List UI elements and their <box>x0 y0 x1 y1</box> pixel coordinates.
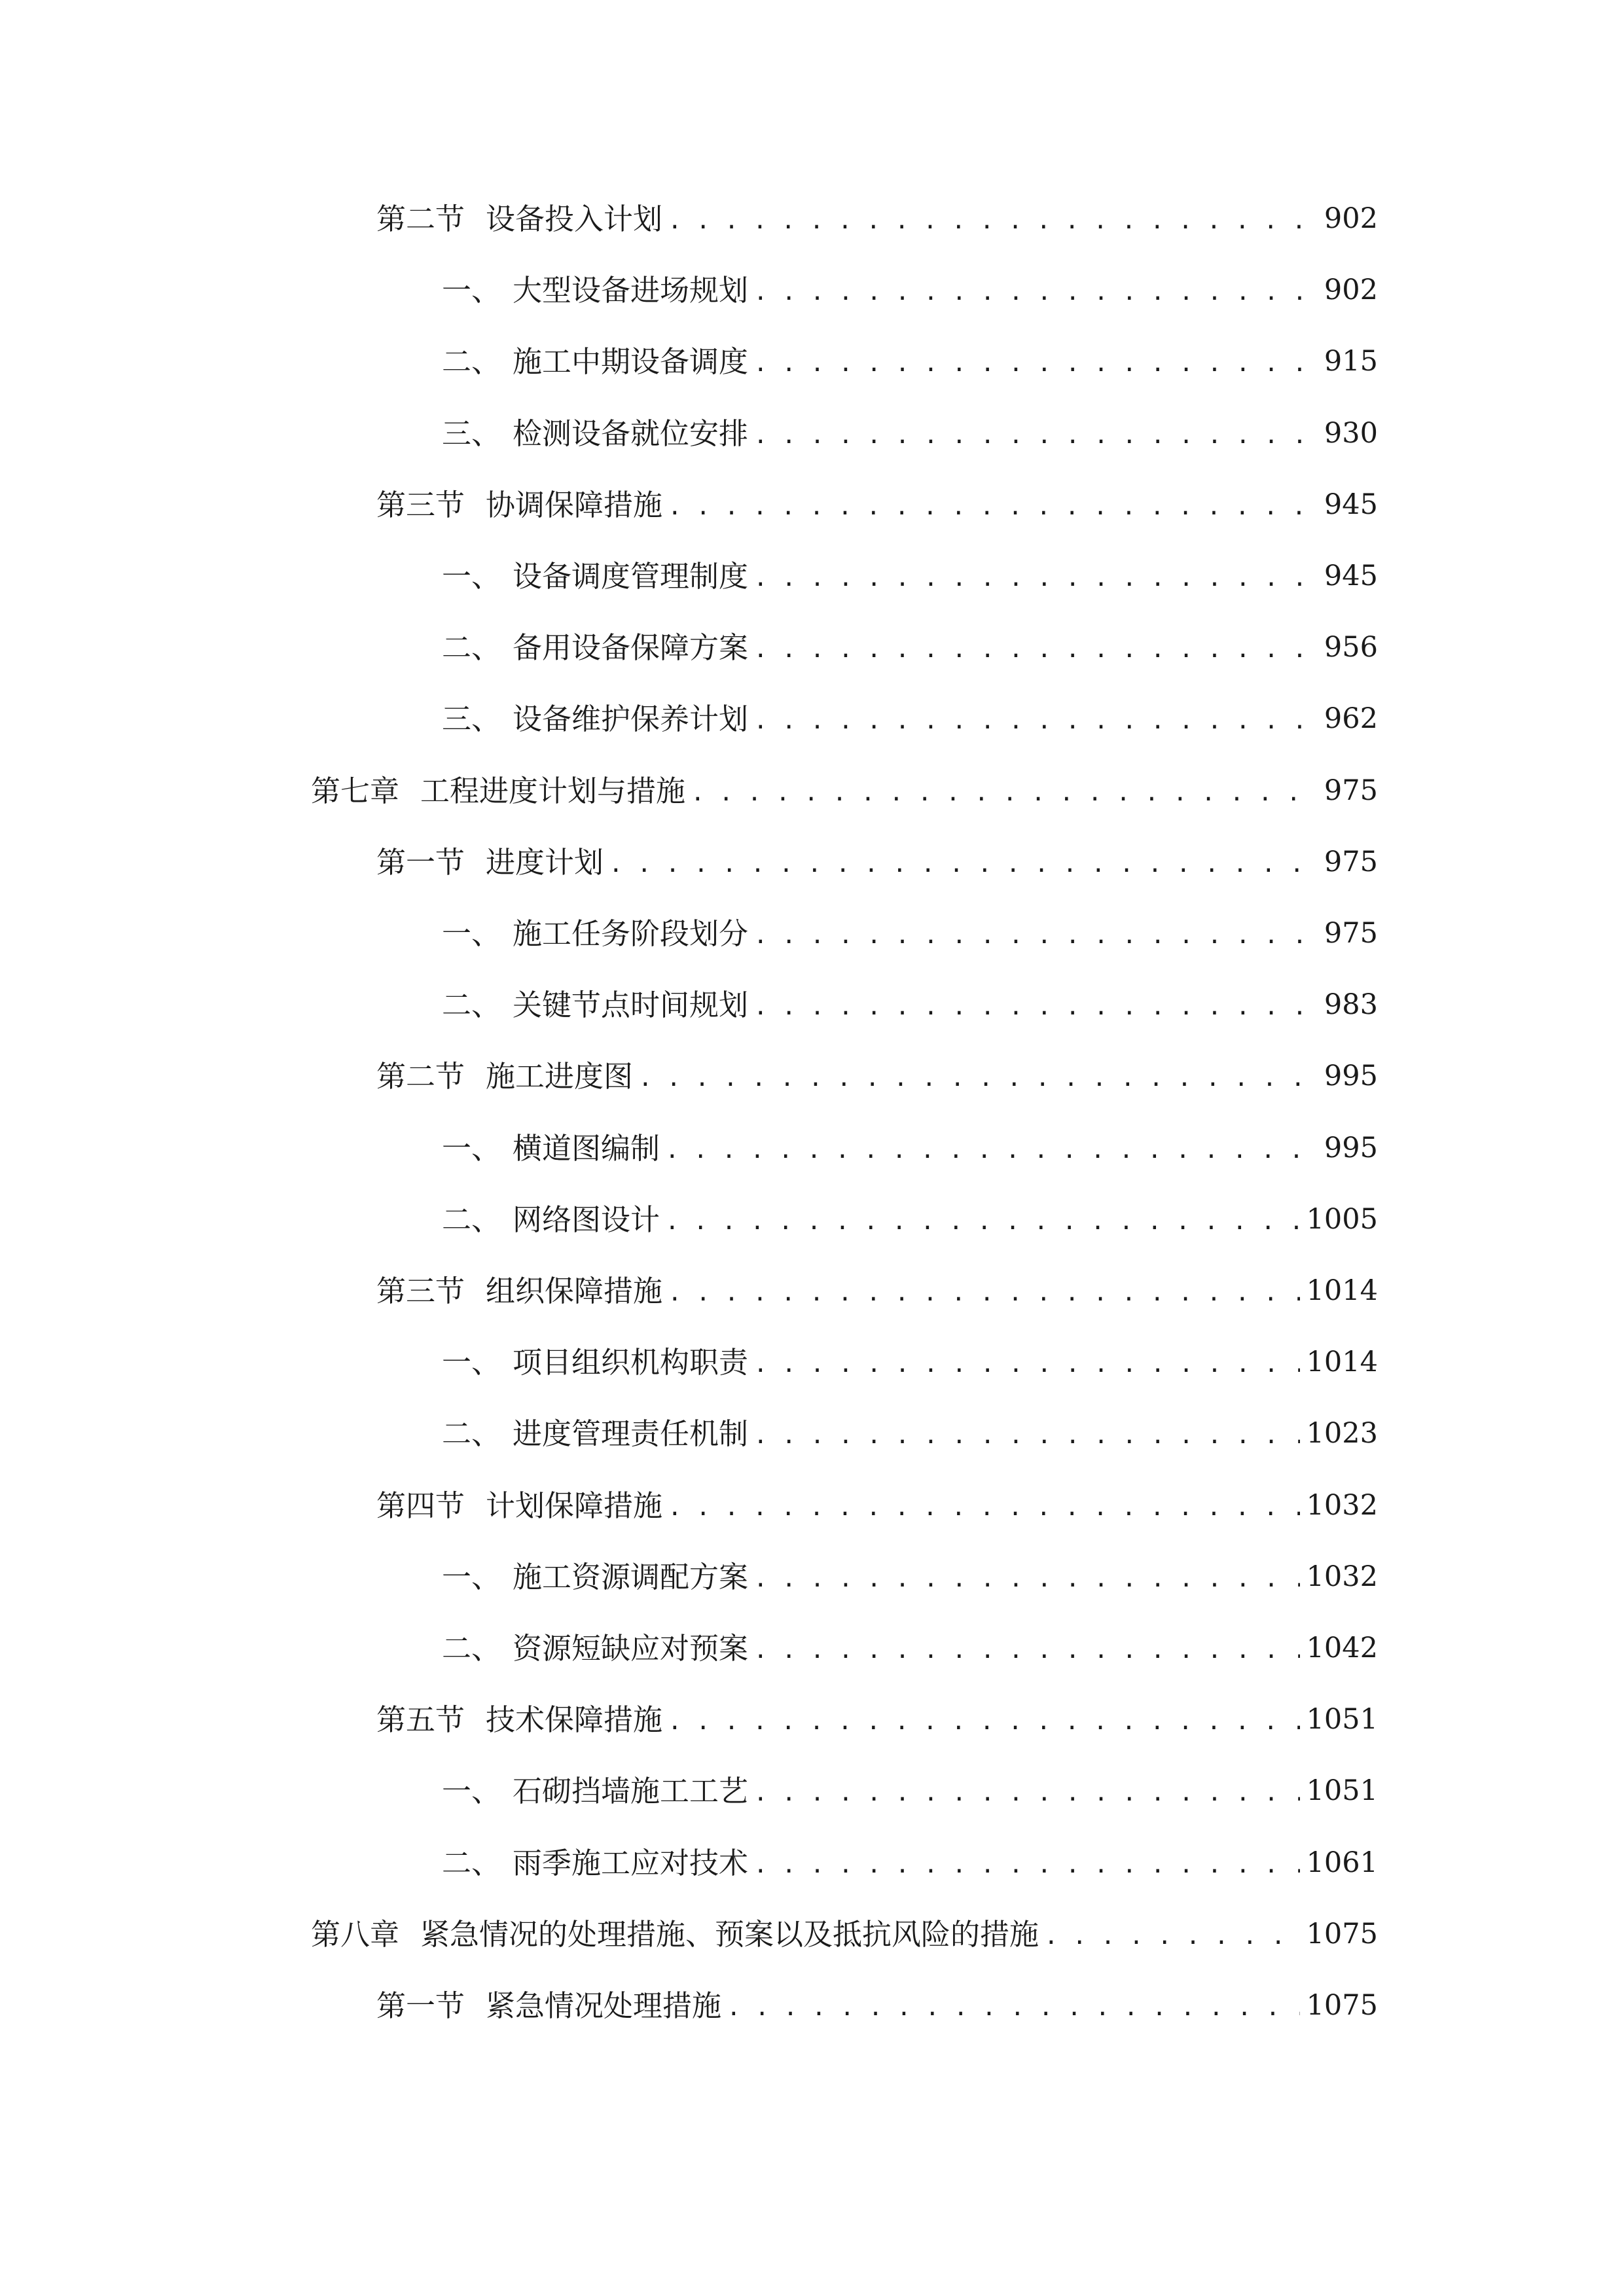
toc-entry-number: 第七章 <box>311 773 400 808</box>
toc-entry-page-number: 902 <box>1324 273 1378 306</box>
toc-entry[interactable] <box>442 969 1378 1041</box>
toc-entry-number: 第一节 <box>376 844 465 880</box>
toc-entry-number: 一、 <box>442 1773 501 1808</box>
toc-entry-title: 设备维护保养计划 <box>513 701 749 736</box>
toc-dot-leader <box>753 1568 1300 1591</box>
toc-entry-number: 二、 <box>442 1202 501 1237</box>
toc-entry-number: 二、 <box>442 1845 501 1880</box>
toc-dot-leader <box>753 352 1318 376</box>
toc-entry-number: 一、 <box>442 558 501 594</box>
toc-entry[interactable] <box>442 611 1378 683</box>
toc-dot-leader <box>609 853 1318 876</box>
toc-entry-page-number: 983 <box>1324 988 1378 1021</box>
toc-dot-leader <box>1044 1925 1300 1948</box>
toc-entry[interactable] <box>442 254 1378 326</box>
toc-entry-page-number: 975 <box>1324 916 1378 950</box>
toc-entry-page-number: 1051 <box>1306 1774 1378 1807</box>
toc-entry-title: 大型设备进场规划 <box>513 272 749 308</box>
toc-entry[interactable] <box>442 540 1378 612</box>
toc-dot-leader <box>753 1353 1300 1376</box>
toc-entry-title: 施工任务阶段划分 <box>513 916 749 951</box>
toc-entry-number: 一、 <box>442 272 501 308</box>
toc-dot-leader <box>668 209 1318 233</box>
toc-entry-title: 紧急情况处理措施 <box>486 1988 722 2023</box>
toc-entry-page-number: 945 <box>1324 488 1378 521</box>
toc-entry[interactable] <box>442 1541 1378 1613</box>
toc-entry-page-number: 975 <box>1324 774 1378 807</box>
toc-entry-page-number: 915 <box>1324 344 1378 378</box>
toc-entry-title: 网络图设计 <box>513 1202 660 1237</box>
toc-dot-leader <box>691 781 1318 805</box>
toc-dot-leader <box>753 924 1318 948</box>
toc-entry[interactable] <box>376 1040 1378 1112</box>
toc-entry-page-number: 1032 <box>1306 1488 1378 1522</box>
toc-entry[interactable] <box>442 683 1378 755</box>
toc-entry-page-number: 975 <box>1324 845 1378 878</box>
toc-entry-page-number: 962 <box>1324 702 1378 735</box>
toc-entry-number: 第八章 <box>311 1916 400 1952</box>
toc-entry-page-number: 1061 <box>1306 1846 1378 1879</box>
toc-entry-page-number: 1014 <box>1306 1345 1378 1378</box>
toc-dot-leader <box>753 996 1318 1019</box>
toc-dot-leader <box>668 1496 1300 1520</box>
toc-entry-number: 第四节 <box>376 1488 465 1523</box>
toc-entry-title: 施工中期设备调度 <box>513 344 749 379</box>
toc-entry-page-number: 930 <box>1324 416 1378 450</box>
toc-entry-number: 第二节 <box>376 1058 465 1094</box>
toc-entry[interactable] <box>376 469 1378 541</box>
toc-dot-leader <box>753 1639 1300 1662</box>
toc-entry-number: 一、 <box>442 1559 501 1594</box>
toc-entry-number: 一、 <box>442 1130 501 1166</box>
toc-entry-title: 设备投入计划 <box>486 201 663 236</box>
toc-entry-title: 工程进度计划与措施 <box>420 773 686 808</box>
toc-entry-title: 施工资源调配方案 <box>513 1559 749 1594</box>
toc-entry[interactable] <box>376 826 1378 898</box>
toc-entry-page-number: 1051 <box>1306 1702 1378 1736</box>
toc-entry[interactable] <box>442 1183 1378 1255</box>
toc-entry-page-number: 1075 <box>1306 1988 1378 2022</box>
toc-dot-leader <box>753 1854 1300 1877</box>
toc-entry-number: 一、 <box>442 1344 501 1380</box>
toc-entry[interactable] <box>376 1683 1378 1755</box>
toc-entry-title: 施工进度图 <box>486 1058 634 1094</box>
toc-entry-number: 三、 <box>442 701 501 736</box>
toc-entry-number: 第三节 <box>376 1273 465 1308</box>
toc-entry-number: 三、 <box>442 416 501 451</box>
toc-dot-leader <box>668 1282 1300 1305</box>
toc-entry-title: 关键节点时间规划 <box>513 987 749 1022</box>
toc-entry-number: 二、 <box>442 1630 501 1666</box>
toc-entry-page-number: 956 <box>1324 630 1378 664</box>
toc-entry-title: 项目组织机构职责 <box>513 1344 749 1380</box>
toc-dot-leader <box>665 1210 1300 1234</box>
toc-entry-number: 二、 <box>442 344 501 379</box>
toc-entry-title: 计划保障措施 <box>486 1488 663 1523</box>
toc-entry-title: 备用设备保障方案 <box>513 630 749 665</box>
toc-entry-page-number: 945 <box>1324 559 1378 592</box>
toc-entry-number: 二、 <box>442 630 501 665</box>
toc-entry[interactable] <box>442 1827 1378 1899</box>
toc-entry-title: 石砌挡墙施工工艺 <box>513 1773 749 1808</box>
toc-entry-number: 第二节 <box>376 201 465 236</box>
toc-entry-number: 二、 <box>442 987 501 1022</box>
toc-entry-title: 组织保障措施 <box>486 1273 663 1308</box>
toc-dot-leader <box>668 1710 1300 1734</box>
toc-entry[interactable] <box>442 1612 1378 1684</box>
toc-entry-page-number: 1005 <box>1306 1202 1378 1236</box>
toc-entry-page-number: 995 <box>1324 1131 1378 1164</box>
toc-entry-page-number: 1075 <box>1306 1917 1378 1950</box>
toc-entry-title: 检测设备就位安排 <box>513 416 749 451</box>
toc-entry-page-number: 1023 <box>1306 1416 1378 1450</box>
toc-entry[interactable] <box>442 897 1378 969</box>
toc-entry-number: 第三节 <box>376 487 465 522</box>
toc-entry-number: 一、 <box>442 916 501 951</box>
toc-entry-page-number: 1014 <box>1306 1274 1378 1307</box>
toc-entry-title: 进度管理责任机制 <box>513 1416 749 1451</box>
toc-entry-title: 技术保障措施 <box>486 1702 663 1737</box>
toc-dot-leader <box>753 567 1318 590</box>
toc-entry[interactable] <box>442 1112 1378 1184</box>
toc-dot-leader <box>753 1782 1300 1805</box>
toc-entry[interactable] <box>311 1898 1378 1970</box>
toc-entry[interactable] <box>311 755 1378 827</box>
toc-entry-number: 第一节 <box>376 1988 465 2023</box>
toc-entry-title: 横道图编制 <box>513 1130 660 1166</box>
toc-entry[interactable] <box>376 1255 1378 1327</box>
toc-entry-title: 设备调度管理制度 <box>513 558 749 594</box>
toc-dot-leader <box>753 281 1318 304</box>
toc-entry[interactable] <box>442 397 1378 469</box>
toc-dot-leader <box>753 709 1318 733</box>
toc-entry-page-number: 1032 <box>1306 1560 1378 1593</box>
toc-entry-number: 第五节 <box>376 1702 465 1737</box>
toc-dot-leader <box>753 638 1318 662</box>
toc-dot-leader <box>665 1139 1318 1162</box>
toc-entry-title: 资源短缺应对预案 <box>513 1630 749 1666</box>
toc-entry-title: 进度计划 <box>486 844 604 880</box>
toc-dot-leader <box>753 424 1318 448</box>
toc-entry-page-number: 1042 <box>1306 1631 1378 1664</box>
toc-dot-leader <box>727 1996 1300 2020</box>
toc-dot-leader <box>638 1067 1318 1090</box>
toc-entry[interactable] <box>442 325 1378 397</box>
toc-entry-number: 二、 <box>442 1416 501 1451</box>
toc-dot-leader <box>668 495 1318 519</box>
toc-entry[interactable] <box>376 1469 1378 1541</box>
toc-entry-page-number: 995 <box>1324 1059 1378 1092</box>
toc-entry-title: 雨季施工应对技术 <box>513 1845 749 1880</box>
toc-entry-title: 协调保障措施 <box>486 487 663 522</box>
toc-entry[interactable] <box>376 1969 1378 2041</box>
toc-entry[interactable] <box>442 1755 1378 1827</box>
toc-entry-title: 紧急情况的处理措施、预案以及抵抗风险的措施 <box>420 1916 1039 1952</box>
toc-entry[interactable] <box>442 1397 1378 1469</box>
toc-entry[interactable] <box>376 183 1378 255</box>
toc-entry[interactable] <box>442 1326 1378 1398</box>
toc-entry-page-number: 902 <box>1324 202 1378 235</box>
toc-dot-leader <box>753 1424 1300 1448</box>
